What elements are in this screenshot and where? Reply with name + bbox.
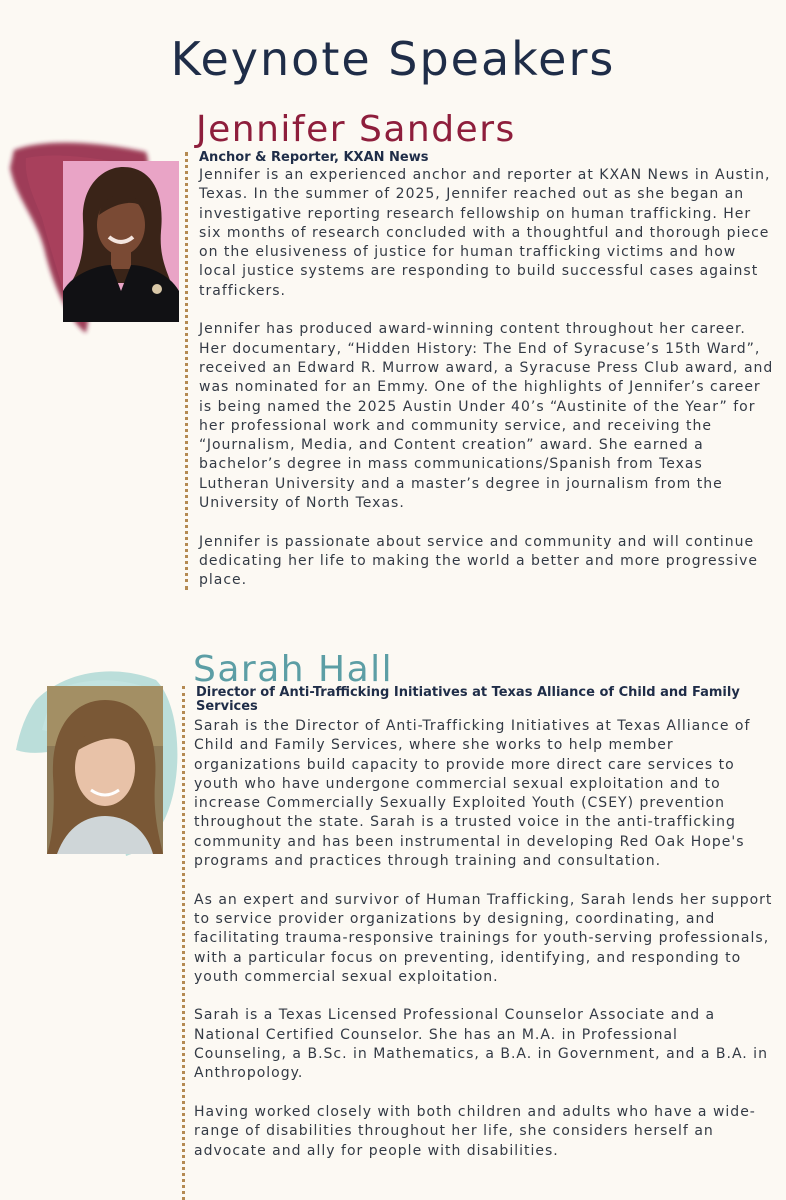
sarah-photo <box>47 686 163 854</box>
speaker-name: Sarah Hall <box>193 649 394 690</box>
bio-paragraph: Jennifer is an experienced anchor and reporter at KXAN News in Austin, Texas. In the summer of 2025, Jennifer reached out as she began an investigative reporting research fellowship on human trafficking. Her six months of research concluded with a thoughtful and thorough piece on the elusiveness of justice for human trafficking victims and how local justice systems are responding to build successful cases against traffickers. <box>199 167 771 299</box>
bio-paragraph: Sarah is the Director of Anti-Trafficking Initiatives at Texas Alliance of Child and Family Services, where she works to help member organizations build capacity to provide more direct care services to youth who have undergone commercial sexual exploitation and to increase Commercially Sexually Exploited Youth (CSEY) prevention throughout the state. Sarah is a trusted voice in the anti-trafficking community and has been instrumental in developing Red Oak Hope's programs and practices through training and consultation. <box>194 718 751 870</box>
dotted-divider <box>185 152 188 590</box>
dotted-divider <box>182 686 185 1200</box>
jennifer-photo <box>63 161 179 322</box>
speaker-role: Anchor & Reporter, KXAN News <box>199 150 429 165</box>
bio-paragraph: Jennifer is passionate about service and community and will continue dedicating her life to making the world a better and more progressive place. <box>199 533 759 589</box>
page-title: Keynote Speakers <box>170 32 616 86</box>
bio-paragraph: As an expert and survivor of Human Trafficking, Sarah lends her support to service provider organizations by designing, coordinating, and facilitating trauma-responsive trainings for youth-serving professionals, with a particular focus on preventing, identifying, and responding to youth commercial sexual exploitation. <box>194 891 773 985</box>
bio-paragraph: Sarah is a Texas Licensed Professional Counselor Associate and a National Certified Counselor. She has an M.A. in Professional Counseling, a B.Sc. in Mathematics, a B.A. in Government, and a B.A. in Anthropology. <box>194 1007 768 1082</box>
speaker-bio <box>199 166 774 610</box>
bio-paragraph: Having worked closely with both children and adults who have a wide-range of disabilities throughout her life, she considers herself an advocate and ally for people with disabilities. <box>194 1103 756 1159</box>
bio-paragraph: Jennifer has produced award-winning content throughout her career. Her documentary, “Hidden History: The End of Syracuse’s 15th Ward”, received an Edward R. Murrow award, a Syracuse Press Club award, and was nominated for an Emmy. One of the highlights of Jennifer’s career is being named the 2025 Austin Under 40’s “Austinite of the Year” for her professional work and community service, and receiving the “Journalism, Media, and Content creation” award. She earned a bachelor’s degree in mass communications/Spanish from Texas Lutheran University and a master’s degree in journalism from the University of North Texas. <box>199 321 774 512</box>
speaker-role: Director of Anti-Trafficking Initiatives at Texas Alliance of Child and Family Services <box>196 685 740 714</box>
speaker-bio <box>194 717 774 1180</box>
speaker-name: Jennifer Sanders <box>196 109 516 150</box>
